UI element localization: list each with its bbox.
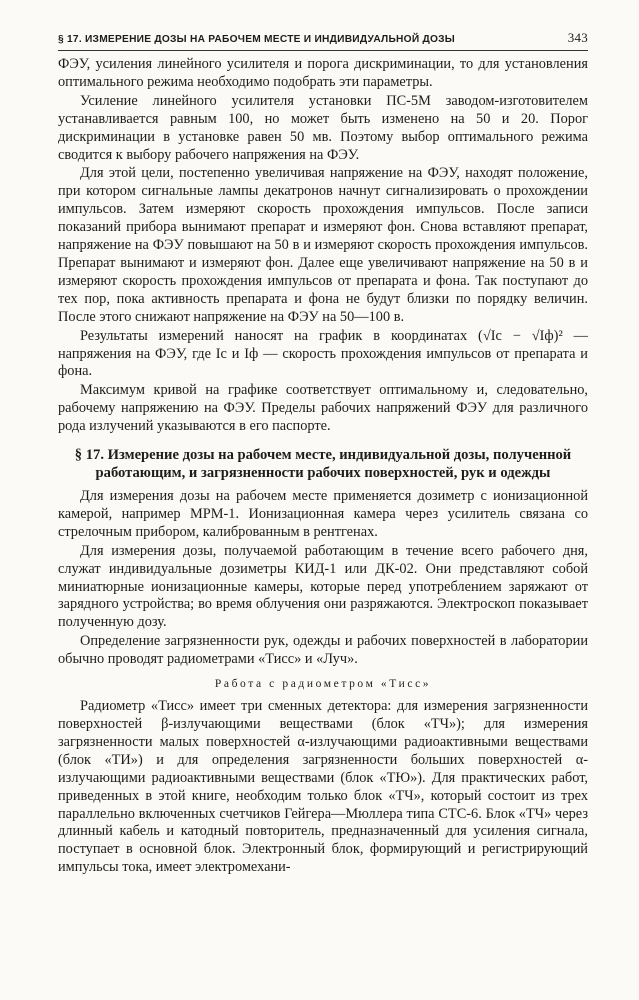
book-page bbox=[58, 30, 588, 877]
formula: (√Iс − √Iф)² — напряжения на ФЭУ, где Iс и Iф bbox=[58, 327, 588, 362]
paragraph-tiss: Радиометр «Тисс» имеет три сменных детектора: для измерения загрязненности поверхностей β-излучающими веществами (блок «ТЧ»); для измерения загрязненности малых поверхностей α-излучающими радиоактивными веществами (блок «ТИ») и для определения загрязненности больших поверхностей α-излучающими радиоактивными веществами (блок «ТЮ»). Для практических работ, приведенных в этой книге, необходим только блок «ТЧ», который состоит из трех параллельно включенных счетчиков Гейгера—Мюллера типа СТС-6. Блок «ТЧ» через длинный кабель и катодный повторитель, предназначенный для усиления сигнала, поступает в основной блок. Электронный блок, формирующий и регистрирующий импульсы тока, имеет электромехани- bbox=[58, 698, 588, 876]
running-header bbox=[58, 30, 588, 46]
subheading: Работа с радиометром «Тисс» bbox=[214, 678, 432, 691]
section-heading: § 17. Измерение дозы на рабочем месте, индивидуальной дозы, полученной работающим, и загрязненности рабочих поверхностей, рук и одежды bbox=[74, 447, 572, 482]
paragraph-amplification: Усиление линейного усилителя установки ПС-5М заводом-изготовителем устанавливается равным 100, но может быть изменено на 50 и 20. Порог дискриминации в установке равен 50 мв. Поэтому выбор оптимального режима сводится к выбору рабочего напряжения на ФЭУ. bbox=[58, 92, 588, 163]
page-number: 343 bbox=[567, 30, 588, 45]
running-title: § 17. ИЗМЕРЕНИЕ ДОЗЫ НА РАБОЧЕМ МЕСТЕ И ИНДИВИДУАЛЬНОЙ ДОЗЫ bbox=[58, 34, 456, 45]
paragraph-maximum: Максимум кривой на графике соответствует оптимальному и, следовательно, рабочему напряжению на ФЭУ. Пределы рабочих напряжений ФЭУ для различного рода излучений указываются в его паспорте. bbox=[58, 382, 588, 435]
header-rule bbox=[58, 50, 588, 51]
paragraph-individual-dose: Для измерения дозы, получаемой работающим в течение всего рабочего дня, служат индивидуальные дозиметры КИД-1 или ДК-02. Они представляют собой миниатюрные ионизационные камеры, которые перед употреблением заряжают от зарядного устройства; во время облучения они разряжаются. Электроскоп показывает полученную дозу. bbox=[58, 542, 588, 631]
formula-text-after: — скорость прохождения импульсов от препарата и фона. bbox=[58, 345, 588, 380]
paragraph-contamination: Определение загрязненности рук, одежды и рабочих поверхностей в лаборатории обычно проводят радиометрами «Тисс» и «Луч». bbox=[58, 633, 588, 668]
paragraph-procedure: Для этой цели, постепенно увеличивая напряжение на ФЭУ, находят положение, при котором сигнальные лампы декатронов начнут сигнализировать о прохождении импульсов. Затем измеряют скорость прохождения импульсов. После записи показаний прибора вынимают препарат и измеряют фон. Снова вставляют препарат, напряжение на ФЭУ повышают на 50 в и измеряют скорость прохождения импульсов. Препарат вынимают и измеряют фон. Далее еще увеличивают напряжение на 50 в и измеряют скорость прохождения импульсов от препарата и фона. Так поступают до тех пор, пока активность препарата и фона не будут близки по порядку величин. После этого снижают напряжение на ФЭУ на 50—100 в. bbox=[58, 165, 588, 325]
paragraph-dose-workplace: Для измерения дозы на рабочем месте применяется дозиметр с ионизационной камерой, например МРМ-1. Ионизационная камера через усилитель связана со стрелочным прибором, калиброванным в рентгенах. bbox=[58, 488, 588, 540]
paragraph-formula bbox=[58, 328, 588, 382]
formula-text-before: Результаты измерений наносят на график в координатах bbox=[80, 327, 468, 344]
paragraph-continued: ФЭУ, усиления линейного усилителя и порога дискриминации, то для установления оптимального режима необходимо подобрать эти параметры. bbox=[58, 56, 588, 90]
